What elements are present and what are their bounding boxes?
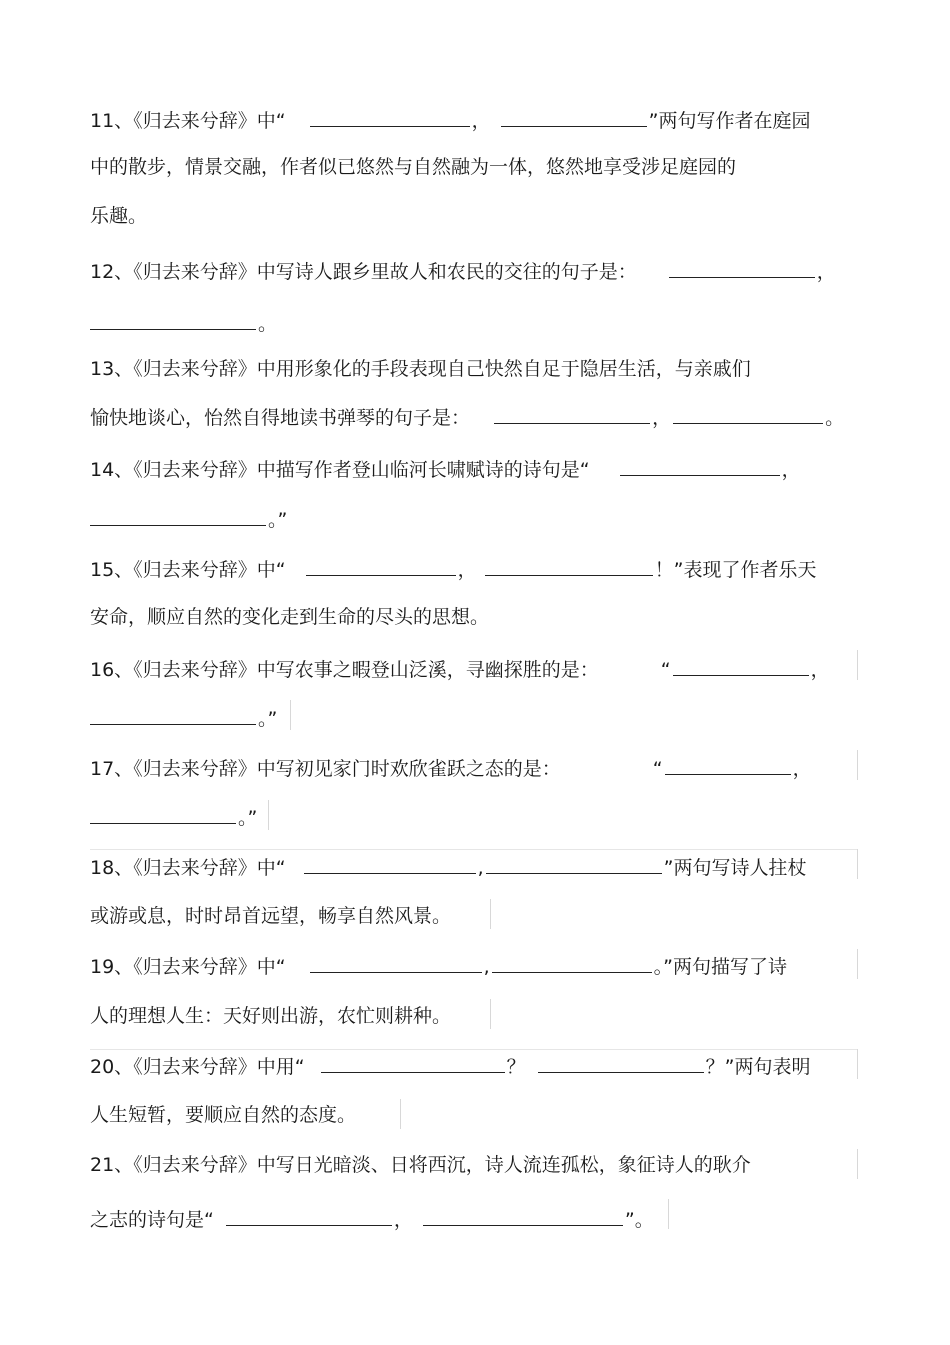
question-13-line-1 (90, 354, 751, 384)
book-title: 《归去来兮辞》 (133, 857, 257, 879)
answer-blank[interactable] (306, 553, 456, 576)
answer-blank[interactable] (310, 104, 470, 127)
end-punct: ”。 (624, 1209, 654, 1231)
question-text: 中“ (256, 110, 286, 132)
separator: ， (393, 1209, 413, 1231)
separator: ， (810, 659, 830, 681)
question-15-line-2: 安命，顺应自然的变化走到生命的尽头的思想。 (90, 606, 490, 628)
answer-blank[interactable] (620, 453, 780, 476)
answer-blank[interactable] (486, 851, 662, 874)
question-text: 之志的诗句是“ (90, 1209, 214, 1231)
scan-rule (490, 999, 491, 1029)
question-text: ”两句写诗人拄杖 (663, 857, 807, 879)
book-title: 《归去来兮辞》 (133, 559, 257, 581)
answer-blank[interactable] (90, 801, 236, 824)
question-number: 20、 (90, 1056, 134, 1078)
book-title: 《归去来兮辞》 (133, 659, 257, 681)
scan-rule (857, 849, 858, 879)
scan-rule (400, 1099, 401, 1129)
book-title: 《归去来兮辞》 (133, 110, 257, 132)
book-title: 《归去来兮辞》 (133, 1056, 257, 1078)
separator: ？ (506, 1056, 526, 1078)
question-11-line-3: 乐趣。 (90, 205, 148, 227)
question-text: 中描写作者登山临河长啸赋诗的诗句是“ (256, 459, 590, 481)
question-17-line-2 (90, 801, 257, 831)
separator: ， (792, 758, 812, 780)
scan-rule (668, 1199, 669, 1229)
question-20-line-2: 人生短暂，要顺应自然的态度。 (90, 1104, 357, 1126)
answer-blank[interactable] (90, 307, 256, 330)
separator: , (477, 857, 484, 879)
book-title: 《归去来兮辞》 (133, 758, 257, 780)
answer-blank[interactable] (304, 851, 476, 874)
open-quote: “ (652, 758, 663, 780)
end-punct: 。 (825, 407, 845, 429)
question-21-line-1 (90, 1150, 751, 1180)
book-title: 《归去来兮辞》 (133, 358, 257, 380)
answer-blank[interactable] (90, 702, 256, 725)
question-21-line-2 (90, 1203, 654, 1233)
question-19-line-2: 人的理想人生：天好则出游，农忙则耕种。 (90, 1005, 452, 1027)
scan-rule (857, 1149, 858, 1179)
answer-blank[interactable] (321, 1050, 505, 1073)
book-title: 《归去来兮辞》 (133, 1154, 257, 1176)
scan-rule (90, 1049, 858, 1050)
question-15-line-1 (90, 553, 816, 583)
end-punct: 。 (258, 313, 278, 335)
question-text: 中写日光暗淡、日将西沉，诗人流连孤松，象征诗人的耿介 (256, 1154, 751, 1176)
separator: ， (471, 110, 491, 132)
question-number: 14、 (90, 459, 134, 481)
question-20-line-1 (90, 1050, 810, 1080)
separator: ， (457, 559, 477, 581)
question-16-line-1 (90, 653, 830, 683)
answer-blank[interactable] (501, 104, 647, 127)
question-text: 。”两句描写了诗 (653, 956, 787, 978)
question-13-line-2 (90, 401, 844, 431)
scan-rule (857, 1049, 858, 1079)
question-16-line-2 (90, 702, 277, 732)
separator: , (483, 956, 490, 978)
question-number: 12、 (90, 261, 134, 283)
question-number: 17、 (90, 758, 134, 780)
separator: ， (816, 261, 836, 283)
answer-blank[interactable] (485, 553, 653, 576)
question-number: 19、 (90, 956, 134, 978)
answer-blank[interactable] (310, 950, 482, 973)
end-punct: 。” (268, 509, 288, 531)
answer-blank[interactable] (538, 1050, 704, 1073)
end-punct: 。” (258, 708, 278, 730)
scan-rule (290, 700, 291, 730)
answer-blank[interactable] (494, 401, 650, 424)
question-18-line-2: 或游或息，时时昂首远望，畅享自然风景。 (90, 905, 452, 927)
answer-blank[interactable] (669, 255, 815, 278)
separator: ， (652, 407, 672, 429)
question-11-line-2: 中的散步，情景交融，作者似已悠然与自然融为一体，悠然地享受涉足庭园的 (90, 156, 737, 178)
question-text: ”两句写作者在庭园 (648, 110, 811, 132)
question-number: 18、 (90, 857, 134, 879)
answer-blank[interactable] (673, 401, 823, 424)
answer-blank[interactable] (665, 752, 791, 775)
question-text: 中“ (256, 956, 286, 978)
question-19-line-1 (90, 950, 787, 980)
scan-rule (857, 949, 858, 979)
question-text: 中“ (256, 857, 286, 879)
question-text: 中用形象化的手段表现自己快然自足于隐居生活，与亲戚们 (256, 358, 751, 380)
scan-rule (90, 849, 858, 850)
scan-rule (490, 899, 491, 929)
question-18-line-1 (90, 851, 806, 881)
question-14-line-2 (90, 503, 287, 533)
question-number: 13、 (90, 358, 134, 380)
answer-blank[interactable] (492, 950, 652, 973)
question-number: 16、 (90, 659, 134, 681)
question-text: 中用“ (256, 1056, 305, 1078)
book-title: 《归去来兮辞》 (133, 459, 257, 481)
scan-rule (268, 800, 269, 830)
question-number: 15、 (90, 559, 134, 581)
answer-blank[interactable] (673, 653, 809, 676)
scan-rule (857, 650, 858, 680)
question-12-line-2 (90, 307, 277, 337)
question-14-line-1 (90, 453, 801, 483)
question-number: 21、 (90, 1154, 134, 1176)
question-17-line-1 (90, 752, 812, 782)
answer-blank[interactable] (423, 1203, 623, 1226)
separator: ， (781, 459, 801, 481)
answer-blank[interactable] (226, 1203, 392, 1226)
question-number: 11、 (90, 110, 134, 132)
question-text: 中写农事之暇登山泛溪，寻幽探胜的是： (256, 659, 599, 681)
question-12-line-1 (90, 255, 836, 285)
question-text: 中“ (256, 559, 286, 581)
answer-blank[interactable] (90, 503, 266, 526)
open-quote: “ (660, 659, 671, 681)
end-punct: 。” (238, 807, 258, 829)
question-text: ！”表现了作者乐天 (654, 559, 817, 581)
book-title: 《归去来兮辞》 (133, 956, 257, 978)
question-text: ？”两句表明 (705, 1056, 811, 1078)
question-text: 中写诗人跟乡里故人和农民的交往的句子是： (256, 261, 637, 283)
question-text: 中写初见家门时欢欣雀跃之态的是： (256, 758, 561, 780)
book-title: 《归去来兮辞》 (133, 261, 257, 283)
question-text: 愉快地谈心，怡然自得地读书弹琴的句子是： (90, 407, 471, 429)
question-11-line-1 (90, 104, 810, 134)
scan-rule (857, 750, 858, 780)
